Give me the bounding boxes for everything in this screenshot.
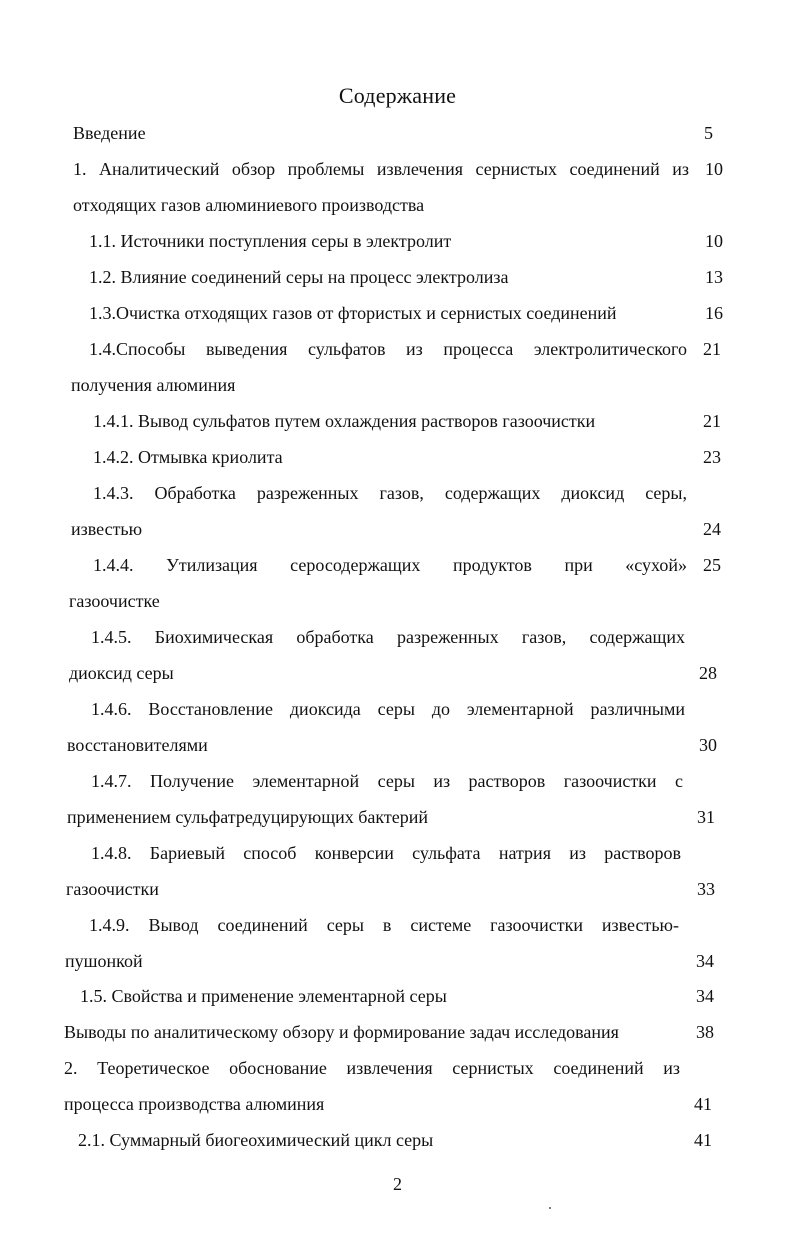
toc-entry-text: 1.4.2. Отмывка криолита bbox=[93, 447, 283, 467]
toc-entry-1-4-4 bbox=[93, 553, 687, 577]
scan-speck bbox=[549, 1207, 551, 1209]
toc-entry-1-4 bbox=[89, 337, 687, 361]
toc-entry-chapter-1-cont bbox=[73, 193, 424, 217]
toc-page-number: 21 bbox=[703, 411, 721, 431]
toc-entry-text: применением сульфатредуцирующих бактерий bbox=[67, 807, 428, 827]
toc-page-number: 41 bbox=[694, 1130, 712, 1150]
toc-page-number: 34 bbox=[696, 951, 714, 971]
toc-entry-1-4-6-cont bbox=[67, 733, 208, 757]
toc-entry-1-5 bbox=[80, 984, 447, 1008]
page-title: Содержание bbox=[338, 83, 457, 108]
toc-entry-text: получения алюминия bbox=[71, 375, 236, 395]
toc-entry-1-4-8-cont bbox=[66, 877, 159, 901]
toc-entry-1-4-2 bbox=[93, 445, 283, 469]
toc-entry-text: 1.4.Способы выведения сульфатов из процесса электролитического bbox=[89, 339, 687, 359]
page-number: 2 bbox=[393, 1174, 402, 1194]
toc-entry-chapter-2-cont bbox=[64, 1092, 324, 1116]
toc-entry-2-1 bbox=[78, 1128, 433, 1152]
toc-entry-1-4-5-cont bbox=[69, 661, 174, 685]
toc-entry-text: 1.4.5. Биохимическая обработка разреженных газов, содержащих bbox=[91, 627, 685, 647]
toc-entry-text: 1.2. Влияние соединений серы на процесс электролиза bbox=[89, 267, 509, 287]
toc-page-number: 41 bbox=[694, 1094, 712, 1114]
toc-entry-1-2 bbox=[89, 265, 508, 289]
toc-page-number: 21 bbox=[703, 339, 721, 359]
toc-entry-text: пушонкой bbox=[65, 951, 143, 971]
toc-entry-1-4-9-cont bbox=[65, 949, 143, 973]
toc-entry-1-4-6 bbox=[91, 697, 685, 721]
toc-entry-text: газоочистке bbox=[69, 591, 160, 611]
toc-entry-1-4-1 bbox=[93, 409, 595, 433]
toc-page-number: 5 bbox=[704, 123, 713, 143]
toc-entry-text: диоксид серы bbox=[69, 663, 174, 683]
toc-entry-text: 1.4.1. Вывод сульфатов путем охлаждения растворов газоочистки bbox=[93, 411, 596, 431]
toc-page-number: 31 bbox=[697, 807, 715, 827]
toc-page-number: 10 bbox=[705, 231, 723, 251]
toc-entry-text: отходящих газов алюминиевого производства bbox=[73, 195, 425, 215]
toc-entry-1-4-3 bbox=[93, 481, 687, 505]
toc-page-number: 28 bbox=[699, 663, 717, 683]
toc-entry-1-4-5 bbox=[91, 625, 685, 649]
toc-entry-text: 1.4.4. Утилизация серосодержащих продуктов при «сухой» bbox=[93, 555, 687, 575]
toc-entry-text: известью bbox=[71, 519, 143, 539]
toc-page-number: 16 bbox=[705, 303, 723, 323]
toc-entry-text: 1.5. Свойства и применение элементарной серы bbox=[80, 986, 447, 1006]
toc-entry-1-4-7-cont bbox=[67, 805, 428, 829]
toc-entry-text: 1.4.7. Получение элементарной серы из растворов газоочистки с bbox=[91, 771, 683, 791]
toc-entry-1-4-cont bbox=[71, 373, 235, 397]
toc-entry-text: 1.4.6. Восстановление диоксида серы до элементарной различными bbox=[91, 699, 685, 719]
toc-page-number: 13 bbox=[705, 267, 723, 287]
toc-entry-text: 1.4.9. Вывод соединений серы в системе газоочистки известью- bbox=[89, 915, 679, 935]
toc-entry-1-4-9 bbox=[89, 913, 679, 937]
toc-entry-1-4-7 bbox=[91, 769, 683, 793]
toc-entry-text: газоочистки bbox=[66, 879, 159, 899]
toc-entry-1-4-8 bbox=[91, 841, 681, 865]
toc-page-number: 33 bbox=[697, 879, 715, 899]
toc-entry-text: процесса производства алюминия bbox=[64, 1094, 325, 1114]
toc-entry-1-4-4-cont bbox=[69, 589, 160, 613]
toc-entry-text: 1.4.8. Бариевый способ конверсии сульфата натрия из растворов bbox=[91, 843, 681, 863]
toc-page-number: 25 bbox=[703, 555, 721, 575]
toc-entry-text: 1.3.Очистка отходящих газов от фтористых и сернистых соединений bbox=[89, 303, 617, 323]
toc-entry-chapter-1 bbox=[73, 157, 689, 181]
toc-entry-text: 1. Аналитический обзор проблемы извлечения сернистых соединений из bbox=[73, 159, 689, 179]
toc-page-number: 24 bbox=[703, 519, 721, 539]
toc-entry-text: Введение bbox=[73, 123, 146, 143]
toc-page-number: 23 bbox=[703, 447, 721, 467]
toc-entry-text: восстановителями bbox=[67, 735, 208, 755]
toc-entry-text: 1.4.3. Обработка разреженных газов, содержащих диоксид серы, bbox=[93, 483, 687, 503]
toc-entry-introduction bbox=[73, 121, 146, 145]
toc-page-number: 10 bbox=[705, 159, 723, 179]
toc-entry-chapter-2 bbox=[64, 1056, 680, 1080]
toc-page-number: 34 bbox=[696, 986, 714, 1006]
toc-entry-text: 2. Теоретическое обоснование извлечения сернистых соединений из bbox=[64, 1058, 680, 1078]
toc-entry-text: 1.1. Источники поступления серы в электролит bbox=[89, 231, 452, 251]
toc-entry-text: Выводы по аналитическому обзору и формирование задач исследования bbox=[64, 1022, 619, 1042]
toc-entry-1-4-3-cont bbox=[71, 517, 142, 541]
toc-entry-text: 2.1. Суммарный биогеохимический цикл серы bbox=[78, 1130, 434, 1150]
toc-page-number: 30 bbox=[699, 735, 717, 755]
toc-entry-1-3 bbox=[89, 301, 617, 325]
toc-entry-1-1 bbox=[89, 229, 451, 253]
toc-entry-conclusions bbox=[64, 1020, 619, 1044]
toc-page-number: 38 bbox=[696, 1022, 714, 1042]
